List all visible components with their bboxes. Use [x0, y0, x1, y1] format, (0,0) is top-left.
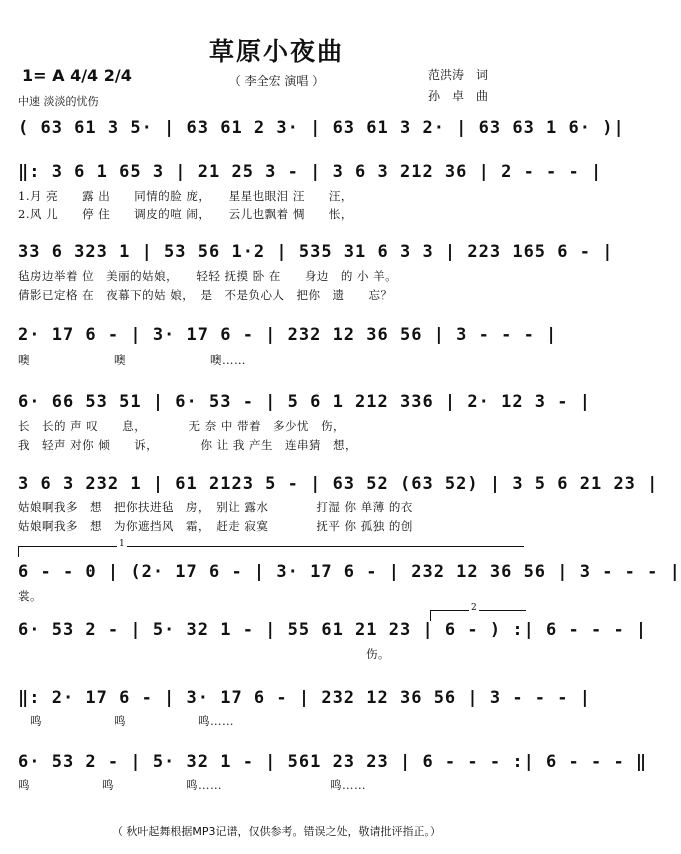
lyricist-credit: 范洪涛 词 [428, 68, 489, 82]
footer-note: （ 秋叶起舞根据MP3记谱，仅供参考。错误之处，敬请批评指正。） [111, 825, 442, 838]
lyric-row-8: 伤。 [18, 647, 390, 661]
lyric-row-5-verse-2: 我 轻声 对你 倾 诉， 你 让 我 产生 连串猜 想， [18, 438, 358, 452]
lyric-row-6-verse-1: 姑娘啊我多 想 把你扶进毡 房， 别让 露水 打湿 你 单薄 的衣 [18, 500, 413, 514]
lyric-row-2-verse-2: 2.风 儿 停 住 调皮的喧 闹， 云儿也飘着 惆 怅， [18, 207, 353, 221]
score-row-7: 6 - - 0 | (2· 17 6 - | 3· 17 6 - | 232 12 36 56 | 3 - - - | [18, 562, 681, 582]
tempo-marking: 中速 淡淡的忧伤 [18, 95, 99, 108]
score-row-6: 3 6 3 232 1 | 61 2123 5 - | 63 52 (63 52) | 3 5 6 21 23 | [18, 474, 659, 494]
volta-bracket-1 [18, 539, 524, 557]
volta-1-label: 1 [119, 539, 125, 549]
lyric-row-9: 鸣 鸣 鸣…… [18, 714, 234, 728]
lyric-row-2-verse-1: 1.月 亮 露 出 同情的脸 庞， 星星也眼泪 汪 汪， [18, 189, 353, 203]
score-row-1: ( 63 61 3 5· | 63 61 2 3· | 63 61 3 2· | 63 63 1 6· )| [18, 118, 625, 138]
score-row-8: 6· 53 2 - | 5· 32 1 - | 55 61 21 23 | 6 - ) :| 6 - - - | [18, 620, 648, 640]
lyric-row-7: 裳。 [18, 589, 42, 603]
score-row-5: 6· 66 53 51 | 6· 53 - | 5 6 1 212 336 | 2· 12 3 - | [18, 392, 591, 412]
score-row-9: ‖: 2· 17 6 - | 3· 17 6 - | 232 12 36 56 | 3 - - - | [18, 688, 591, 708]
lyric-row-10: 鸣 鸣 鸣…… 鸣…… [18, 778, 366, 792]
score-row-2: ‖: 3 6 1 65 3 | 21 25 3 - | 3 6 3 212 36 | 2 - - - | [18, 162, 603, 182]
score-row-4: 2· 17 6 - | 3· 17 6 - | 232 12 36 56 | 3 - - - | [18, 325, 558, 345]
lyric-row-4: 噢 噢 噢…… [18, 353, 246, 367]
lyric-row-5-verse-1: 长 长的 声 叹 息， 无 奈 中 带着 多少忧 伤， [18, 419, 346, 433]
lyric-row-6-verse-2: 姑娘啊我多 想 为你遮挡风 霜， 赶走 寂寞 抚平 你 孤独 的创 [18, 519, 413, 533]
song-title: 草原小夜曲 [208, 37, 344, 66]
score-row-10: 6· 53 2 - | 5· 32 1 - | 561 23 23 | 6 - - - :| 6 - - - ‖ [18, 752, 648, 772]
composer-credit: 孙 卓 曲 [428, 89, 489, 103]
volta-2-label: 2 [471, 603, 477, 613]
key-signature: 1= A 4/4 2/4 [22, 66, 132, 85]
score-row-3: 33 6 323 1 | 53 56 1·2 | 535 31 6 3 3 | 223 165 6 - | [18, 242, 614, 262]
lyric-row-3-verse-2: 倩影已定格 在 夜幕下的姑 娘， 是 不是负心人 把你 遗 忘？ [18, 288, 393, 302]
singer-credit: （ 李全宏 演唱 ） [228, 74, 325, 88]
lyric-row-3-verse-1: 毡房边举着 位 美丽的姑娘， 轻轻 抚摸 卧 在 身边 的 小 羊。 [18, 269, 398, 283]
